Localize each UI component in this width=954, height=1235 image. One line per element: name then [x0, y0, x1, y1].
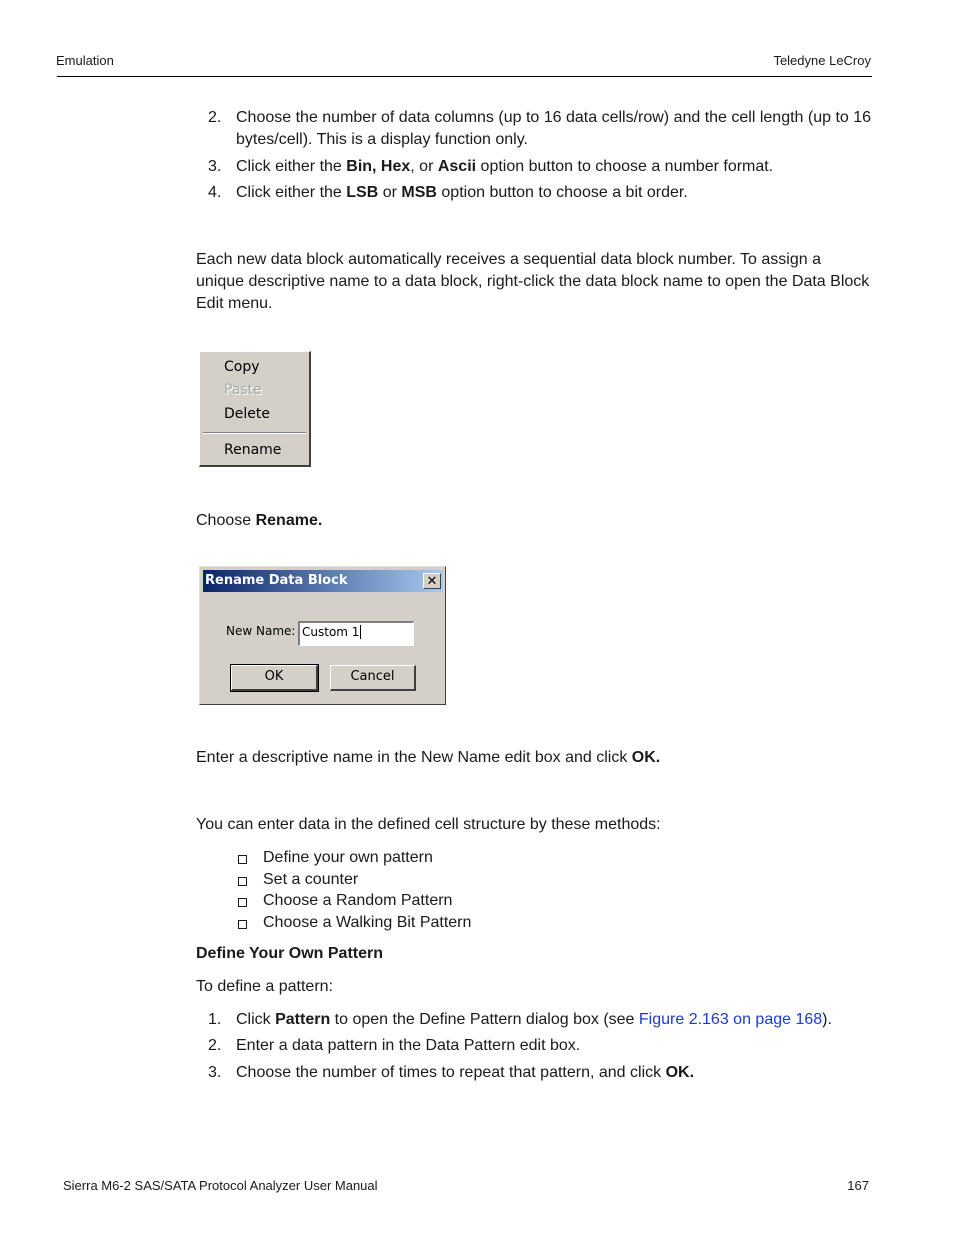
step-number: 2. — [208, 109, 222, 126]
menu-item-rename[interactable]: Rename — [224, 442, 282, 458]
list-item: Choose a Random Pattern — [263, 892, 453, 909]
list-item: Choose a Walking Bit Pattern — [263, 914, 472, 931]
menu-item-paste: Paste — [224, 382, 262, 398]
menu-separator — [203, 432, 306, 434]
page-number: 167 — [847, 1178, 869, 1193]
dialog-title: Rename Data Block — [205, 573, 348, 588]
running-header-section: Emulation — [56, 53, 114, 68]
define-intro: To define a pattern: — [196, 978, 333, 995]
step-text: Click either the LSB or MSB option button to choose a bit order. — [236, 184, 688, 201]
list-item: Set a counter — [263, 871, 359, 888]
checkbox-bullet-icon — [238, 855, 247, 864]
methods-intro: You can enter data in the defined cell structure by these methods: — [196, 816, 661, 833]
checkbox-bullet-icon — [238, 898, 247, 907]
step-text: Enter a data pattern in the Data Pattern edit box. — [236, 1037, 581, 1054]
step-text: Choose the number of data columns (up to 16 data cells/row) and the cell length (up to 16 bytes/cell). This is a display function only. — [236, 109, 872, 148]
running-header-company: Teledyne LeCroy — [773, 53, 871, 68]
menu-item-delete[interactable]: Delete — [224, 406, 270, 422]
dialog-title-bar — [203, 570, 443, 592]
rename-data-block-dialog — [199, 566, 446, 705]
step-number: 3. — [208, 158, 222, 175]
step-number: 3. — [208, 1064, 222, 1081]
checkbox-bullet-icon — [238, 877, 247, 886]
data-block-edit-menu — [199, 351, 311, 467]
new-name-input[interactable]: Custom 1 — [298, 621, 414, 646]
header-rule — [57, 76, 872, 77]
close-icon[interactable]: ✕ — [423, 573, 441, 589]
checkbox-bullet-icon — [238, 920, 247, 929]
figure-link[interactable]: Figure 2.163 on page 168 — [638, 1011, 823, 1028]
step-number: 2. — [208, 1037, 222, 1054]
step-number: 4. — [208, 184, 222, 201]
step-text: Click either the Bin, Hex, or Ascii option button to choose a number format. — [236, 158, 774, 175]
step-text: Choose the number of times to repeat that pattern, and click OK. — [236, 1064, 695, 1081]
paragraph: Each new data block automatically receives a sequential data block number. To assign a unique descriptive name to a data block, right-click the data block name to open the Data Block Edit menu. — [196, 251, 870, 312]
step-text: Click Pattern to open the Define Pattern dialog box (see Figure 2.163 on page 168). — [236, 1011, 832, 1028]
menu-item-copy[interactable]: Copy — [224, 359, 260, 375]
step-number: 1. — [208, 1011, 222, 1028]
footer-manual-title: Sierra M6-2 SAS/SATA Protocol Analyzer User Manual — [63, 1178, 378, 1193]
subheading: Define Your Own Pattern — [196, 945, 383, 962]
text-cursor — [360, 625, 361, 639]
new-name-label: New Name: — [226, 624, 296, 638]
list-item: Define your own pattern — [263, 849, 433, 866]
cancel-button[interactable]: Cancel — [330, 665, 416, 691]
instruction-choose-rename: Choose Rename. — [196, 512, 323, 529]
instruction-enter-name: Enter a descriptive name in the New Name edit box and click OK. — [196, 749, 661, 766]
ok-button[interactable]: OK — [231, 665, 318, 691]
